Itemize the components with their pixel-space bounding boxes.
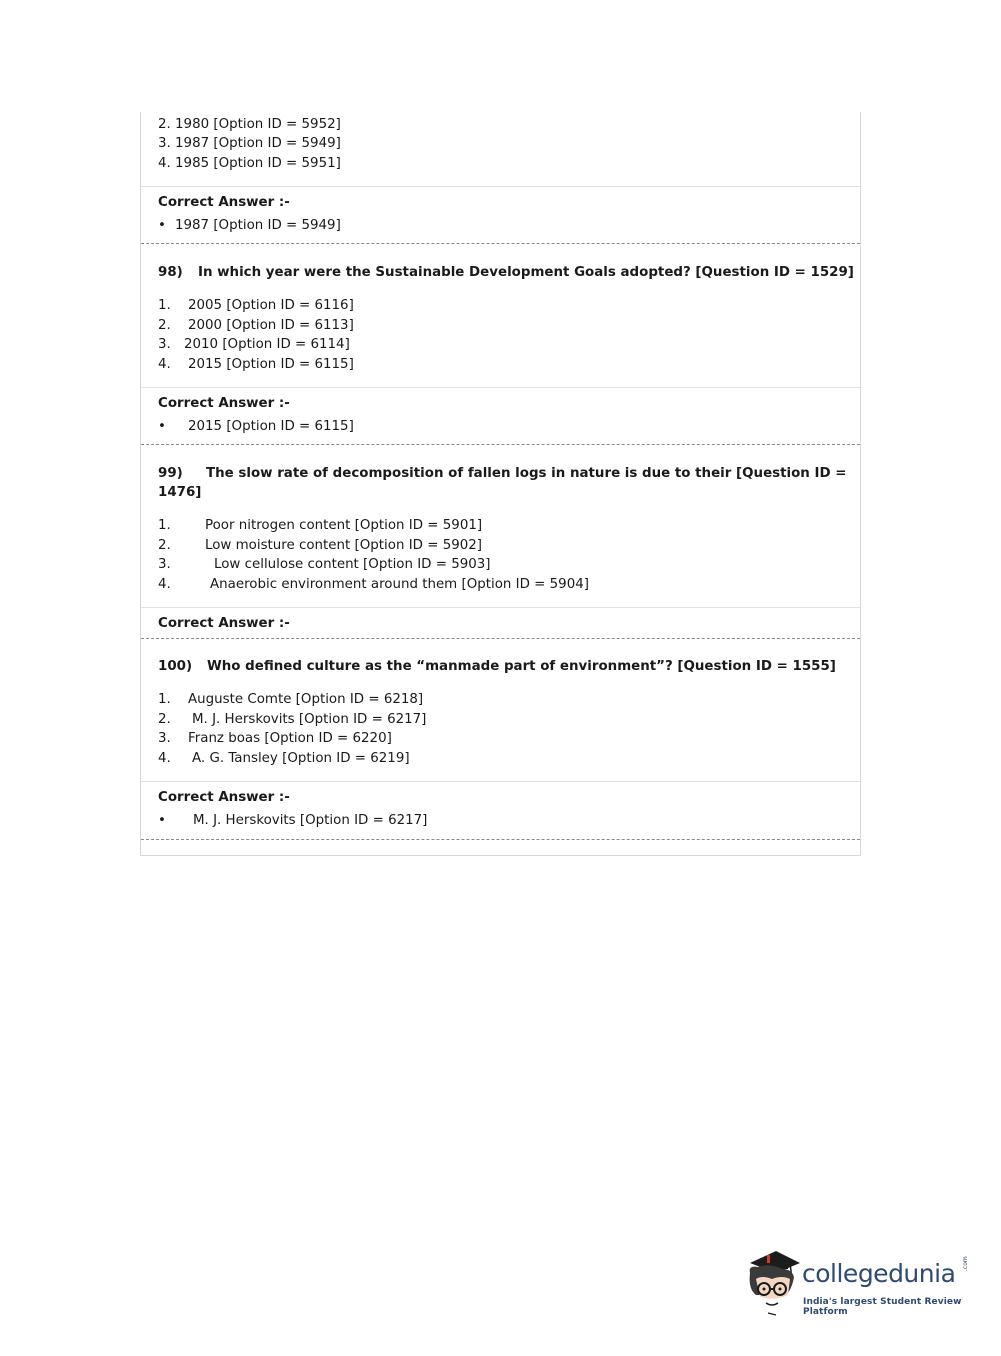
question-number: 98) — [158, 265, 183, 280]
question-separator — [141, 839, 860, 840]
option-text: A. G. Tansley [Option ID = 6219] — [192, 751, 410, 766]
option-number: 4. — [158, 357, 171, 372]
option-text: Low moisture content [Option ID = 5902] — [205, 538, 482, 553]
correct-answer-label: Correct Answer :- — [158, 195, 290, 210]
option-text: 4. 1985 [Option ID = 5951] — [158, 156, 341, 171]
correct-answer-label: Correct Answer :- — [158, 616, 290, 631]
divider — [141, 781, 860, 782]
correct-answer-value: M. J. Herskovits [Option ID = 6217] — [193, 813, 428, 828]
option-text: Anaerobic environment around them [Option ID = 5904] — [210, 577, 589, 592]
correct-answer-value: 2015 [Option ID = 6115] — [188, 419, 354, 434]
option-text: Auguste Comte [Option ID = 6218] — [188, 692, 424, 707]
question-text: The slow rate of decomposition of fallen logs in nature is due to their [Question ID = — [206, 466, 847, 481]
question-number: 99) — [158, 466, 183, 481]
divider — [141, 387, 860, 388]
option-number: 2. — [158, 538, 171, 553]
option-text: 2. 1980 [Option ID = 5952] — [158, 117, 341, 132]
collegedunia-logo[interactable] — [742, 1249, 972, 1319]
logo-wordmark: collegedunia — [802, 1259, 956, 1288]
divider — [141, 607, 860, 608]
option-number: 3. — [158, 731, 171, 746]
option-number: 2. — [158, 712, 171, 727]
correct-answer-value: 1987 [Option ID = 5949] — [175, 218, 341, 233]
option-text: 2005 [Option ID = 6116] — [188, 298, 354, 313]
option-text: Low cellulose content [Option ID = 5903] — [214, 557, 491, 572]
option-text: 2015 [Option ID = 6115] — [188, 357, 354, 372]
exam-response-sheet — [140, 112, 861, 856]
mascot-icon — [742, 1249, 804, 1319]
option-text: Franz boas [Option ID = 6220] — [188, 731, 392, 746]
correct-answer-label: Correct Answer :- — [158, 790, 290, 805]
question-text: In which year were the Sustainable Development Goals adopted? [Question ID = 1529] — [198, 265, 854, 280]
option-text: 2010 [Option ID = 6114] — [184, 337, 350, 352]
option-text: Poor nitrogen content [Option ID = 5901] — [205, 518, 483, 533]
option-number: 1. — [158, 298, 171, 313]
question-text: Who defined culture as the “manmade part of environment”? [Question ID = 1555] — [207, 659, 836, 674]
logo-tagline: India's largest Student Review Platform — [803, 1297, 962, 1317]
option-number: 1. — [158, 518, 171, 533]
bullet: • — [158, 218, 166, 233]
question-number: 100) — [158, 659, 193, 674]
question-text-continued: 1476] — [158, 485, 202, 500]
option-number: 4. — [158, 751, 171, 766]
logo-com: .com — [962, 1256, 969, 1271]
question-separator — [141, 243, 860, 244]
question-separator — [141, 638, 860, 639]
bullet: • — [158, 419, 166, 434]
option-text: M. J. Herskovits [Option ID = 6217] — [192, 712, 427, 727]
option-number: 2. — [158, 318, 171, 333]
option-number: 3. — [158, 337, 171, 352]
question-separator — [141, 444, 860, 445]
option-number: 4. — [158, 577, 171, 592]
option-number: 3. — [158, 557, 171, 572]
option-number: 1. — [158, 692, 171, 707]
option-text: 2000 [Option ID = 6113] — [188, 318, 354, 333]
divider — [141, 186, 860, 187]
bullet: • — [158, 813, 166, 828]
option-text: 3. 1987 [Option ID = 5949] — [158, 136, 341, 151]
correct-answer-label: Correct Answer :- — [158, 396, 290, 411]
